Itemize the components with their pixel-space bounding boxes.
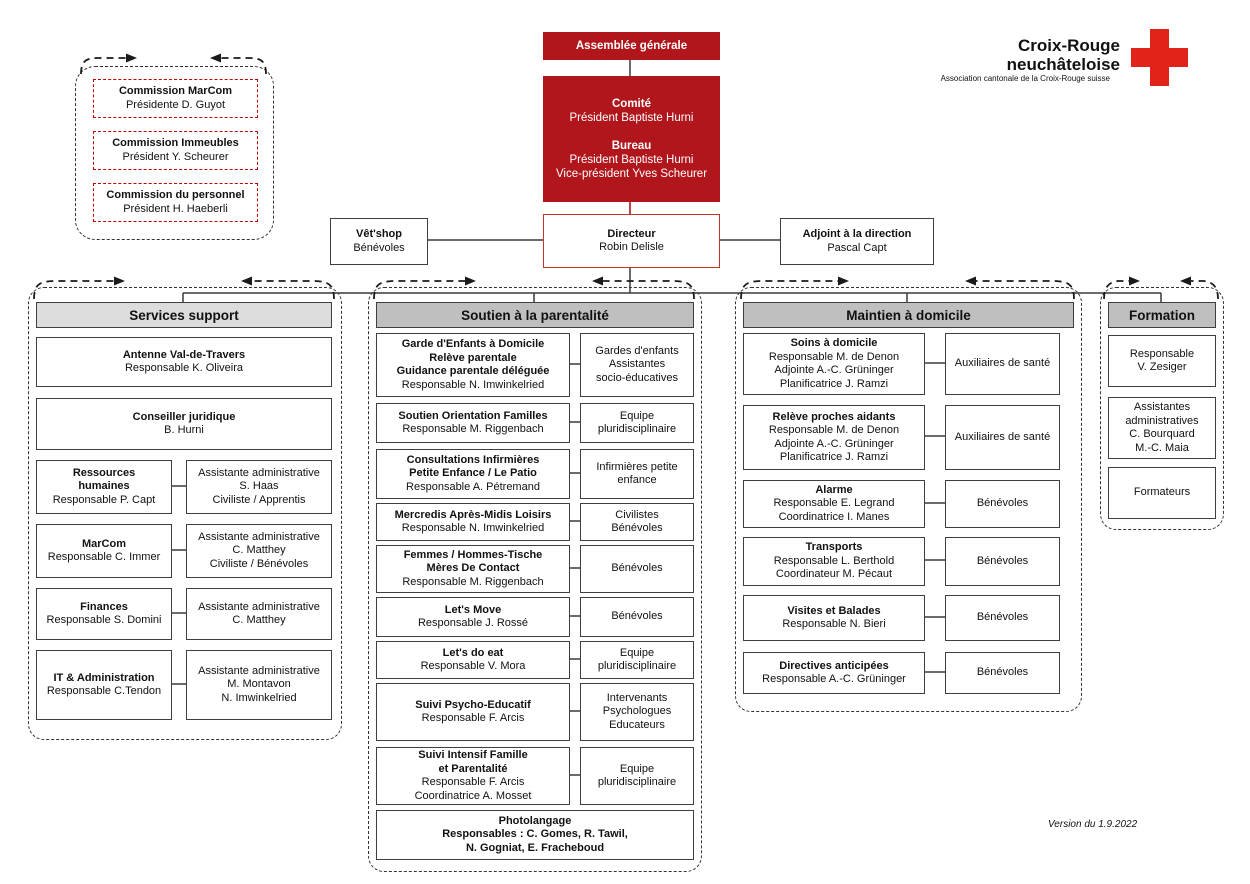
box-line: Assistante administrative xyxy=(198,530,320,543)
box-line: Responsable F. Arcis xyxy=(421,776,525,788)
dept-box xyxy=(36,398,332,450)
box-line: N. Gogniat, E. Fracheboud xyxy=(465,841,605,854)
box-line: Guidance parentale déléguée xyxy=(396,365,550,377)
box-line: Garde d'Enfants à Domicile xyxy=(401,338,545,350)
box-line: C. Matthey xyxy=(232,544,286,557)
box-line: Responsable M. de Denon xyxy=(768,350,900,363)
red-cross-icon xyxy=(1131,29,1188,86)
box-line: Mères De Contact xyxy=(426,562,520,575)
dept-box xyxy=(743,537,925,586)
box-line: Président H. Haeberli xyxy=(123,202,228,215)
arrow-left-icon xyxy=(241,277,252,286)
box-line: Intervenants xyxy=(606,691,668,704)
box-line: Responsable C. Immer xyxy=(47,551,161,563)
box-line: Assistante administrative xyxy=(198,664,320,677)
box-line: M.-C. Maia xyxy=(1135,441,1189,454)
box-line: pluridisciplinaire xyxy=(597,660,677,672)
box-line: pluridisciplinaire xyxy=(597,423,677,435)
box-line: Mercredis Après-Midis Loisirs xyxy=(394,508,552,521)
box-line: Planificatrice J. Ramzi xyxy=(779,451,889,463)
box-line: Coordinatrice A. Mosset xyxy=(414,789,532,802)
arrow-right-icon xyxy=(126,54,137,63)
version-note: Version du 1.9.2022 xyxy=(1048,819,1138,830)
team-box xyxy=(186,524,332,578)
team-box xyxy=(580,641,694,679)
box-line: Responsable P. Capt xyxy=(52,493,156,506)
arrow-left-icon xyxy=(965,277,976,286)
team-box xyxy=(945,537,1060,586)
dept-box xyxy=(376,641,570,679)
box-line: Assistantes xyxy=(1133,401,1191,413)
box-line: Petite Enfance / Le Patio xyxy=(409,467,537,480)
assemblee-generale-box xyxy=(543,32,720,60)
adjoint-direction-box xyxy=(780,218,934,265)
logo xyxy=(905,36,1120,83)
box-line: Comité xyxy=(612,98,651,110)
box-line: Let's Move xyxy=(444,603,502,616)
box-line: Formateurs xyxy=(1133,486,1191,499)
box-line: Responsable K. Oliveira xyxy=(124,362,243,374)
arrow-right-icon xyxy=(465,277,476,286)
dept-box xyxy=(376,503,570,541)
box-line: Coordinatrice I. Manes xyxy=(778,510,890,523)
box-line: M. Montavon xyxy=(227,678,291,691)
header-maintien-domicile: Maintien à domicile xyxy=(743,302,1074,328)
box-line: Vice-président Yves Scheurer xyxy=(555,168,708,180)
arrow-left-icon xyxy=(1180,277,1191,286)
box-line: Pascal Capt xyxy=(827,241,887,254)
arrow-right-icon xyxy=(1129,277,1140,286)
team-box xyxy=(945,480,1060,528)
commission-personnel-box xyxy=(93,183,258,222)
box-line: Assistante administrative xyxy=(198,466,320,479)
team-box xyxy=(580,333,694,397)
box-line: Photolangage xyxy=(498,814,572,827)
box-line: Responsables : C. Gomes, R. Tawil, xyxy=(442,828,628,841)
arrow-right-icon xyxy=(114,277,125,286)
box-line: Assemblée générale xyxy=(575,40,688,52)
box-line: Soutien Orientation Familles xyxy=(398,409,548,422)
box-line: enfance xyxy=(617,474,657,486)
dept-box xyxy=(376,747,570,805)
dept-box xyxy=(376,449,570,499)
box-line: humaines xyxy=(78,480,130,493)
box-line: Visites et Balades xyxy=(787,604,881,617)
box-line: Commission du personnel xyxy=(106,189,245,201)
box-line: Président Baptiste Hurni xyxy=(569,154,694,166)
box-line: C. Matthey xyxy=(232,614,286,626)
box-line: Responsable V. Mora xyxy=(420,660,526,672)
box-line: Bénévoles xyxy=(353,241,405,254)
box-line: Relève parentale xyxy=(429,351,517,364)
box-line: Responsable M. Riggenbach xyxy=(402,423,544,435)
box-line: Commission Immeubles xyxy=(112,137,239,149)
team-box xyxy=(945,333,1060,395)
box-line: socio-éducatives xyxy=(596,371,678,384)
box-line: Président Y. Scheurer xyxy=(122,150,229,163)
box-line: Responsable C.Tendon xyxy=(46,685,162,697)
box-line: Bénévoles xyxy=(611,610,663,623)
dept-box xyxy=(743,405,925,470)
box-line: Civilistes xyxy=(615,508,659,521)
box-line: Responsable A.-C. Grüninger xyxy=(762,673,906,685)
box-line: Gardes d'enfants xyxy=(595,344,679,357)
dept-box xyxy=(376,597,570,637)
box-line: Responsable S. Domini xyxy=(46,614,162,626)
box-line: Alarme xyxy=(815,483,853,496)
dept-box xyxy=(376,545,570,593)
box-line: et Parentalité xyxy=(438,762,508,775)
dept-box xyxy=(376,403,570,443)
team-box xyxy=(580,545,694,593)
team-box xyxy=(580,503,694,541)
box-line: Suivi Psycho-Educatif xyxy=(415,698,531,711)
dept-box xyxy=(743,595,925,641)
box-line: Responsable N. Imwinkelried xyxy=(401,522,545,534)
box-line: Responsable L. Berthold xyxy=(773,554,895,567)
box-line: Assistantes xyxy=(608,358,666,371)
box-line: Relève proches aidants xyxy=(772,410,896,423)
team-box xyxy=(945,595,1060,641)
box-line: Présidente D. Guyot xyxy=(125,98,226,111)
box-line: Transports xyxy=(805,541,863,554)
commission-marcom-box xyxy=(93,79,258,118)
team-box xyxy=(945,652,1060,694)
box-line: V. Zesiger xyxy=(1137,361,1187,373)
dept-box xyxy=(743,480,925,528)
team-box xyxy=(580,449,694,499)
box-line: Responsable A. Pétremand xyxy=(406,480,540,493)
dept-box xyxy=(1108,467,1216,519)
team-box xyxy=(580,403,694,443)
box-line: Responsable N. Bieri xyxy=(782,618,886,630)
dept-box xyxy=(376,810,694,860)
box-line: Commission MarCom xyxy=(118,85,233,97)
team-box xyxy=(186,460,332,514)
box-line: Responsable xyxy=(1129,347,1195,360)
dept-box xyxy=(36,460,172,514)
box-line: Adjointe A.-C. Grüninger xyxy=(774,364,894,376)
box-line: Robin Delisle xyxy=(599,241,664,253)
header-soutien-parentalite: Soutien à la parentalité xyxy=(376,302,694,328)
box-line: Coordinateur M. Pécaut xyxy=(775,568,893,581)
dept-box xyxy=(1108,397,1216,459)
dept-box xyxy=(743,333,925,395)
box-line: Responsable J. Rossé xyxy=(417,617,529,629)
logo-title: Croix-Rouge neuchâteloise xyxy=(1006,36,1120,74)
dept-box xyxy=(376,333,570,397)
dept-box xyxy=(36,650,172,720)
box-line: B. Hurni xyxy=(164,424,204,436)
box-line: Psychologues xyxy=(602,705,672,718)
box-line: Président Baptiste Hurni xyxy=(569,112,694,124)
box-line: Ressources xyxy=(72,466,136,479)
box-line: Auxiliaires de santé xyxy=(954,430,1051,443)
box-line: MarCom xyxy=(81,537,126,550)
dept-box xyxy=(36,588,172,640)
team-box xyxy=(186,650,332,720)
arrow-left-icon xyxy=(592,277,603,286)
team-box xyxy=(580,747,694,805)
box-line: Civiliste / Bénévoles xyxy=(209,557,309,570)
box-line: Conseiller juridique xyxy=(132,410,236,423)
box-line: Adjointe A.-C. Grüninger xyxy=(774,437,894,450)
header-formation: Formation xyxy=(1108,302,1216,328)
box-line: Vêt'shop xyxy=(355,228,402,240)
box-line: Planificatrice J. Ramzi xyxy=(779,377,889,390)
box-line: Let's do eat xyxy=(442,646,504,659)
arrow-left-icon xyxy=(210,54,221,63)
team-box xyxy=(580,597,694,637)
box-line: N. Imwinkelried xyxy=(221,691,297,704)
box-line: Suivi Intensif Famille xyxy=(418,749,528,761)
box-line: Responsable E. Legrand xyxy=(773,497,895,510)
box-line: Consultations Infirmières xyxy=(406,453,540,466)
box-line: C. Bourquard xyxy=(1129,428,1195,440)
box-line: Finances xyxy=(80,600,128,613)
box-line: Equipe xyxy=(619,409,655,422)
box-line: S. Haas xyxy=(239,480,279,493)
box-line: Responsable M. Riggenbach xyxy=(402,575,544,588)
dept-box xyxy=(1108,335,1216,387)
team-box xyxy=(186,588,332,640)
box-line: Bénévoles xyxy=(976,497,1029,510)
dept-box xyxy=(376,683,570,741)
box-line: Assistante administrative xyxy=(198,600,320,613)
dept-box xyxy=(743,652,925,694)
comite-bureau-box xyxy=(543,76,720,202)
arrow-right-icon xyxy=(838,277,849,286)
commission-immeubles-box xyxy=(93,131,258,170)
box-line: administratives xyxy=(1125,414,1199,427)
box-line: Bénévoles xyxy=(976,611,1029,624)
box-line: Responsable N. Imwinkelried xyxy=(401,378,545,391)
box-line: Infirmières petite xyxy=(596,460,678,473)
box-line xyxy=(544,125,719,139)
box-line: Soins à domicile xyxy=(790,337,878,349)
box-line: Bénévoles xyxy=(976,554,1029,567)
dept-box xyxy=(36,337,332,387)
directeur-box xyxy=(543,214,720,268)
box-line: Femmes / Hommes-Tische xyxy=(403,548,543,561)
box-line: Educateurs xyxy=(609,718,665,731)
header-services-support: Services support xyxy=(36,302,332,328)
box-line: Bénévoles xyxy=(611,562,663,575)
box-line: Responsable M. de Denon xyxy=(768,424,900,436)
box-line: Adjoint à la direction xyxy=(802,228,912,240)
box-line: Directives anticipées xyxy=(779,659,889,672)
box-line: Auxiliaires de santé xyxy=(954,357,1051,370)
team-box xyxy=(580,683,694,741)
box-line: Bénévoles xyxy=(976,666,1029,679)
box-line: pluridisciplinaire xyxy=(597,776,677,788)
box-line: Equipe xyxy=(619,762,655,775)
box-line: IT & Administration xyxy=(53,671,155,684)
team-box xyxy=(945,405,1060,470)
box-line: Antenne Val-de-Travers xyxy=(122,348,246,361)
box-line: Responsable F. Arcis xyxy=(421,712,525,724)
box-line: Equipe xyxy=(619,646,655,659)
logo-subtitle: Association cantonale de la Croix-Rouge suisse xyxy=(940,74,1110,83)
box-line: Directeur xyxy=(607,227,656,240)
dept-box xyxy=(36,524,172,578)
box-line: Bureau xyxy=(611,140,652,152)
box-line: Bénévoles xyxy=(611,522,663,534)
cross-horizontal-bar xyxy=(1131,48,1188,67)
box-line: Civiliste / Apprentis xyxy=(212,493,306,506)
vetshop-box xyxy=(330,218,428,265)
